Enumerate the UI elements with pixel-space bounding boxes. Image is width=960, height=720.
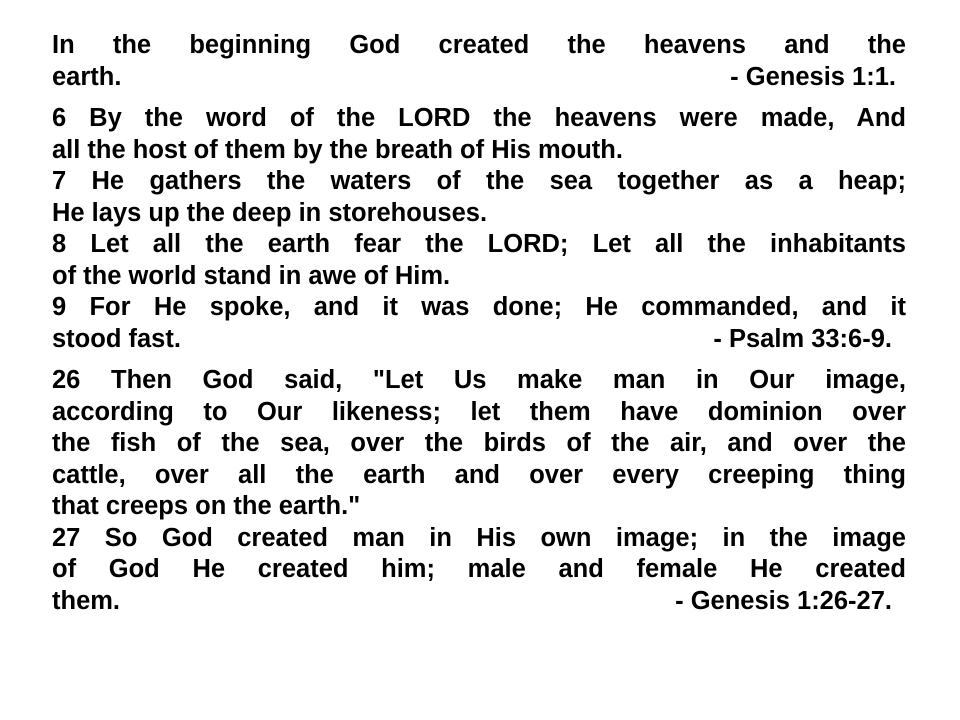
text-line: 26 Then God said, "Let Us make man in Our image, — [52, 366, 906, 394]
text-line: stood fast. — [52, 324, 181, 353]
text-line: 6 By the word of the LORD the heavens were made, And — [52, 104, 906, 132]
text-line: In the beginning God created the heavens and the — [52, 31, 906, 59]
text-line: according to Our likeness; let them have dominion over — [52, 397, 906, 426]
text-line: 7 He gathers the waters of the sea together as a heap; — [52, 167, 906, 195]
text-line: them. — [52, 586, 121, 615]
reference-line — [52, 62, 906, 94]
psalm-33-paragraph — [52, 103, 906, 355]
text-line: 27 So God created man in His own image; in the image — [52, 523, 906, 552]
text-line: He lays up the deep in storehouses. — [52, 198, 488, 227]
text-line: cattle, over all the earth and over every creeping thing — [52, 460, 906, 489]
text-line: the fish of the sea, over the birds of the air, and over the — [52, 429, 906, 457]
genesis-1-26-paragraph — [52, 365, 906, 617]
text-line: that creeps on the earth." — [52, 492, 361, 520]
scripture-reference: - Psalm 33:6-9. — [713, 324, 892, 353]
text-line: 8 Let all the earth fear the LORD; Let all the inhabitants — [52, 230, 906, 258]
text-line: of God He created him; male and female He created — [52, 555, 906, 583]
text-line: earth. — [52, 62, 122, 91]
genesis-1-1-paragraph — [52, 30, 906, 93]
scripture-reference: - Genesis 1:1. — [730, 62, 896, 91]
slide-text-body — [52, 30, 906, 617]
text-line: 9 For He spoke, and it was done; He commanded, and it — [52, 293, 906, 321]
text-line: all the host of them by the breath of His mouth. — [52, 135, 623, 164]
text-line: of the world stand in awe of Him. — [52, 261, 451, 290]
reference-line — [52, 586, 906, 618]
reference-line — [52, 324, 906, 356]
scripture-reference: - Genesis 1:26-27. — [675, 586, 892, 615]
